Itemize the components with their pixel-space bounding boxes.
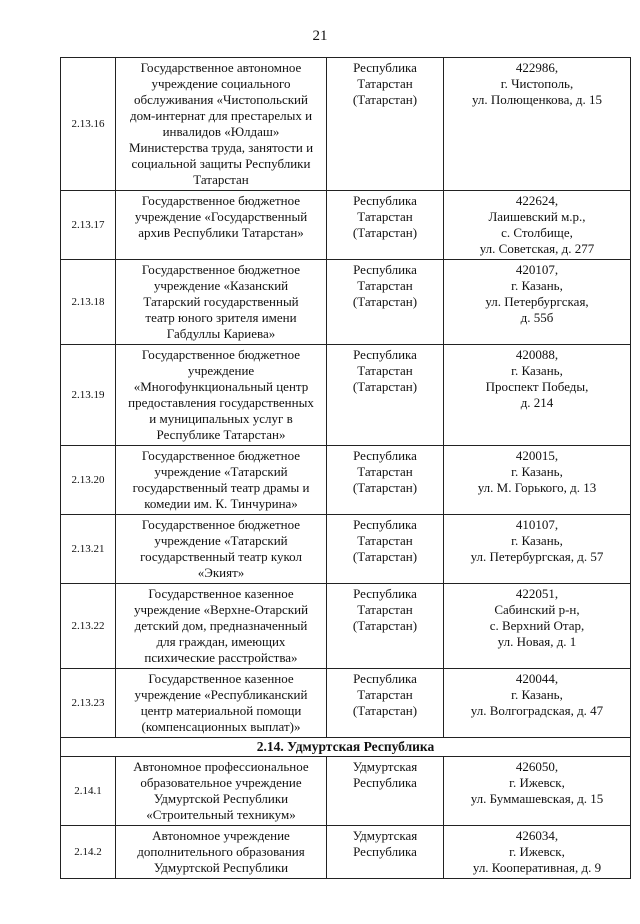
registry-table bbox=[60, 57, 631, 879]
region-cell-line: Республика bbox=[353, 347, 417, 362]
region-cell-line: (Татарстан) bbox=[352, 549, 418, 564]
address-cell-line: д. 55б bbox=[520, 310, 554, 325]
institution-name bbox=[116, 757, 327, 826]
address-cell-line: 420088, bbox=[515, 347, 559, 362]
table-row bbox=[61, 58, 631, 191]
address-cell-line: ул. Волгоградская, д. 47 bbox=[470, 703, 604, 718]
institution-name-line: Государственное бюджетное bbox=[141, 517, 301, 532]
table-row bbox=[61, 260, 631, 345]
region-cell-line: Республика bbox=[353, 60, 417, 75]
address-cell-line: 422051, bbox=[515, 586, 559, 601]
institution-name-line: учреждение «Верхне-Отарский bbox=[133, 602, 309, 617]
address-cell-line: г. Казань, bbox=[511, 363, 563, 378]
address-cell-line: 410107, bbox=[515, 517, 559, 532]
row-number: 2.14.2 bbox=[61, 826, 116, 879]
region-cell-line: Татарстан bbox=[357, 209, 413, 224]
address-cell-line: 426034, bbox=[515, 828, 559, 843]
address-cell bbox=[444, 757, 631, 826]
region-cell bbox=[327, 446, 444, 515]
region-cell-line: Республика bbox=[353, 844, 417, 859]
region-cell-line: Татарстан bbox=[357, 76, 413, 91]
region-cell-line: Республика bbox=[353, 671, 417, 686]
row-number: 2.13.17 bbox=[61, 191, 116, 260]
table-row bbox=[61, 826, 631, 879]
institution-name-line: социальной защиты Республики bbox=[131, 156, 311, 171]
institution-name-line: предоставления государственных bbox=[128, 395, 314, 410]
address-cell-line: г. Казань, bbox=[511, 533, 563, 548]
region-cell-line: Татарстан bbox=[357, 602, 413, 617]
table-body-before bbox=[61, 58, 631, 738]
address-cell-line: ул. Кооперативная, д. 9 bbox=[472, 860, 602, 875]
institution-name bbox=[116, 826, 327, 879]
region-cell bbox=[327, 826, 444, 879]
table-row bbox=[61, 345, 631, 446]
address-cell-line: 420015, bbox=[515, 448, 559, 463]
region-cell-line: Татарстан bbox=[357, 464, 413, 479]
address-cell-line: с. Столбище, bbox=[501, 225, 573, 240]
institution-name-line: центр материальной помощи bbox=[140, 703, 302, 718]
institution-name-line: Государственное казенное bbox=[148, 586, 294, 601]
region-cell-line: (Татарстан) bbox=[352, 480, 418, 495]
institution-name-line: Удмуртской Республики bbox=[153, 860, 289, 875]
institution-name-line: инвалидов «Юлдаш» bbox=[162, 124, 280, 139]
region-cell-line: Удмуртская bbox=[352, 759, 418, 774]
region-cell-line: (Татарстан) bbox=[352, 92, 418, 107]
address-cell-line: 422986, bbox=[515, 60, 559, 75]
region-cell-line: Республика bbox=[353, 262, 417, 277]
page-number: 21 bbox=[312, 28, 328, 44]
institution-name bbox=[116, 191, 327, 260]
institution-name-line: «Строительный техникум» bbox=[146, 807, 296, 822]
address-cell bbox=[444, 515, 631, 584]
table-row bbox=[61, 757, 631, 826]
region-cell bbox=[327, 515, 444, 584]
institution-name-line: дополнительного образования bbox=[137, 844, 305, 859]
region-cell-line: Республика bbox=[353, 775, 417, 790]
row-number: 2.14.1 bbox=[61, 757, 116, 826]
region-cell-line: (Татарстан) bbox=[352, 225, 418, 240]
institution-name-line: Автономное профессиональное bbox=[133, 759, 309, 774]
institution-name-line: учреждение «Татарский bbox=[154, 533, 288, 548]
region-cell-line: Татарстан bbox=[357, 363, 413, 378]
table-body-after bbox=[61, 757, 631, 879]
institution-name-line: Автономное учреждение bbox=[152, 828, 290, 843]
institution-name-line: Государственное бюджетное bbox=[141, 347, 301, 362]
address-cell-line: г. Ижевск, bbox=[509, 775, 565, 790]
address-cell-line: г. Ижевск, bbox=[509, 844, 565, 859]
address-cell-line: 426050, bbox=[515, 759, 559, 774]
address-cell bbox=[444, 260, 631, 345]
address-cell-line: с. Верхний Отар, bbox=[489, 618, 585, 633]
region-cell-line: (Татарстан) bbox=[352, 294, 418, 309]
address-cell-line: Проспект Победы, bbox=[485, 379, 589, 394]
address-cell bbox=[444, 446, 631, 515]
address-cell-line: ул. Петербургская, д. 57 bbox=[470, 549, 604, 564]
region-cell bbox=[327, 58, 444, 191]
institution-name-line: учреждение «Государственный bbox=[134, 209, 308, 224]
region-cell-line: Татарстан bbox=[357, 533, 413, 548]
institution-name bbox=[116, 446, 327, 515]
address-cell bbox=[444, 584, 631, 669]
table-row bbox=[61, 669, 631, 738]
institution-name-line: «Экият» bbox=[197, 565, 245, 580]
institution-name-line: государственный театр кукол bbox=[140, 549, 302, 564]
address-cell-line: ул. Советская, д. 277 bbox=[479, 241, 595, 256]
region-cell-line: Республика bbox=[353, 193, 417, 208]
address-cell bbox=[444, 191, 631, 260]
row-number: 2.13.19 bbox=[61, 345, 116, 446]
table-row bbox=[61, 446, 631, 515]
institution-name-line: обслуживания «Чистопольский bbox=[134, 92, 308, 107]
address-cell-line: ул. Полющенкова, д. 15 bbox=[471, 92, 603, 107]
institution-name-line: комедии им. К. Тинчурина» bbox=[144, 496, 298, 511]
address-cell-line: 420107, bbox=[515, 262, 559, 277]
region-cell-line: (Татарстан) bbox=[352, 379, 418, 394]
region-cell-line: Республика bbox=[353, 448, 417, 463]
institution-name bbox=[116, 345, 327, 446]
region-cell-line: Татарстан bbox=[357, 687, 413, 702]
region-cell bbox=[327, 345, 444, 446]
address-cell bbox=[444, 58, 631, 191]
institution-name-line: (компенсационных выплат)» bbox=[141, 719, 301, 734]
institution-name-line: Республике Татарстан» bbox=[156, 427, 286, 442]
institution-name-line: учреждение «Казанский bbox=[153, 278, 289, 293]
institution-name-line: Государственное бюджетное bbox=[141, 193, 301, 208]
address-cell-line: г. Чистополь, bbox=[500, 76, 574, 91]
institution-name-line: учреждение bbox=[187, 363, 255, 378]
institution-name-line: детский дом, предназначенный bbox=[134, 618, 308, 633]
section-row bbox=[61, 738, 631, 757]
region-cell-line: (Татарстан) bbox=[352, 618, 418, 633]
institution-name-line: Государственное автономное bbox=[140, 60, 302, 75]
institution-name-line: архив Республики Татарстан» bbox=[138, 225, 304, 240]
institution-name-line: государственный театр драмы и bbox=[132, 480, 310, 495]
institution-name-line: дом-интернат для престарелых и bbox=[129, 108, 313, 123]
address-cell-line: г. Казань, bbox=[511, 278, 563, 293]
institution-name-line: и муниципальных услуг в bbox=[149, 411, 293, 426]
region-cell bbox=[327, 669, 444, 738]
row-number: 2.13.18 bbox=[61, 260, 116, 345]
region-cell bbox=[327, 584, 444, 669]
address-cell-line: 422624, bbox=[515, 193, 559, 208]
address-cell-line: ул. Новая, д. 1 bbox=[497, 634, 577, 649]
row-number: 2.13.21 bbox=[61, 515, 116, 584]
region-cell-line: Республика bbox=[353, 586, 417, 601]
institution-name bbox=[116, 584, 327, 669]
institution-name-line: учреждение «Республиканский bbox=[134, 687, 308, 702]
region-cell bbox=[327, 757, 444, 826]
institution-name-line: Государственное казенное bbox=[148, 671, 294, 686]
table-row bbox=[61, 584, 631, 669]
institution-name-line: Министерства труда, занятости и bbox=[128, 140, 314, 155]
address-cell-line: ул. Петербургская, bbox=[485, 294, 589, 309]
section-title: 2.14. Удмуртская Республика bbox=[61, 738, 631, 757]
region-cell-line: Удмуртская bbox=[352, 828, 418, 843]
institution-name bbox=[116, 260, 327, 345]
region-cell-line: (Татарстан) bbox=[352, 703, 418, 718]
table-row bbox=[61, 515, 631, 584]
address-cell-line: ул. М. Горького, д. 13 bbox=[477, 480, 597, 495]
institution-name-line: Удмуртской Республики bbox=[153, 791, 289, 806]
institution-name-line: Татарский государственный bbox=[143, 294, 299, 309]
institution-name bbox=[116, 669, 327, 738]
address-cell-line: 420044, bbox=[515, 671, 559, 686]
row-number: 2.13.23 bbox=[61, 669, 116, 738]
institution-name-line: Государственное бюджетное bbox=[141, 448, 301, 463]
region-cell bbox=[327, 191, 444, 260]
address-cell bbox=[444, 826, 631, 879]
region-cell-line: Татарстан bbox=[357, 278, 413, 293]
address-cell bbox=[444, 345, 631, 446]
address-cell-line: Лаишевский м.р., bbox=[488, 209, 586, 224]
institution-name-line: театр юного зрителя имени bbox=[145, 310, 297, 325]
institution-name-line: психические расстройства» bbox=[144, 650, 298, 665]
institution-name-line: учреждение социального bbox=[151, 76, 291, 91]
row-number: 2.13.16 bbox=[61, 58, 116, 191]
institution-name bbox=[116, 58, 327, 191]
address-cell-line: д. 214 bbox=[520, 395, 554, 410]
table-row bbox=[61, 191, 631, 260]
institution-name-line: Татарстан bbox=[193, 172, 249, 187]
institution-name-line: «Многофункциональный центр bbox=[133, 379, 309, 394]
address-cell-line: г. Казань, bbox=[511, 687, 563, 702]
address-cell bbox=[444, 669, 631, 738]
row-number: 2.13.22 bbox=[61, 584, 116, 669]
institution-name-line: учреждение «Татарский bbox=[154, 464, 288, 479]
address-cell-line: ул. Буммашевская, д. 15 bbox=[470, 791, 604, 806]
region-cell bbox=[327, 260, 444, 345]
address-cell-line: г. Казань, bbox=[511, 464, 563, 479]
institution-name-line: Габдуллы Кариева» bbox=[166, 326, 276, 341]
institution-name bbox=[116, 515, 327, 584]
institution-name-line: для граждан, имеющих bbox=[156, 634, 286, 649]
region-cell-line: Республика bbox=[353, 517, 417, 532]
institution-name-line: образовательное учреждение bbox=[140, 775, 302, 790]
row-number: 2.13.20 bbox=[61, 446, 116, 515]
address-cell-line: Сабинский р-н, bbox=[494, 602, 580, 617]
institution-name-line: Государственное бюджетное bbox=[141, 262, 301, 277]
